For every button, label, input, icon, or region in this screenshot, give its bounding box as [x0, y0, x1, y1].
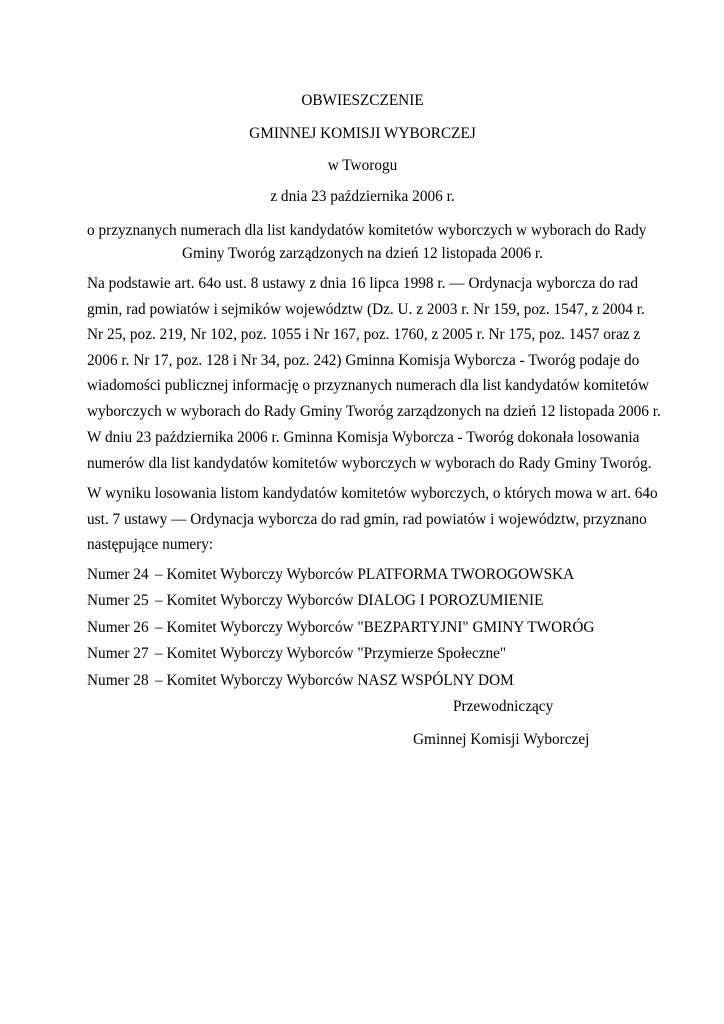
- paragraph-legal-basis: [87, 271, 661, 424]
- list-item: [87, 645, 506, 663]
- paragraph-line: numerów dla list kandydatów komitetów wyborczych w wyborach do Rady Gminy Tworóg.: [87, 454, 652, 472]
- list-item: [87, 566, 574, 584]
- committee-name: – Komitet Wyborczy Wyborców DIALOG I POROZUMIENIE: [155, 592, 544, 609]
- committee-name: – Komitet Wyborczy Wyborców "Przymierze Społeczne": [155, 645, 507, 662]
- paragraph-line: wyborczych w wyborach do Rady Gminy Tworóg zarządzonych na dzień 12 listopada 2006 r.: [87, 402, 661, 420]
- paragraph-line: W dniu 23 października 2006 r. Gminna Komisja Wyborcza - Tworóg dokonała losowania: [87, 429, 640, 446]
- document-title: OBWIESZCZENIE: [301, 92, 424, 109]
- paragraph-line: Na podstawie art. 64o ust. 8 ustawy z dnia 16 lipca 1998 r. — Ordynacja wyborcza do rad: [87, 275, 638, 292]
- location-line: w Tworogu: [327, 157, 398, 174]
- list-item: [87, 592, 543, 610]
- paragraph-line: ust. 7 ustawy — Ordynacja wyborcza do rad gmin, rad powiatów i województw, przyznano: [87, 510, 647, 528]
- committee-name: – Komitet Wyborczy Wyborców "BEZPARTYJNI" GMINY TWORÓG: [155, 619, 595, 636]
- date-line: z dnia 23 października 2006 r.: [270, 188, 455, 205]
- paragraph-line: następujące numery:: [87, 536, 214, 553]
- committee-number: Numer 28: [87, 672, 149, 689]
- list-item: [87, 619, 594, 637]
- committee-number: Numer 27: [87, 645, 149, 662]
- paragraph-line: wiadomości publicznej informację o przyznanych numerach dla list kandydatów komitetów: [87, 377, 649, 394]
- committee-name: – Komitet Wyborczy Wyborców NASZ WSPÓLNY DOM: [155, 672, 514, 689]
- paragraph-line: 2006 r. Nr 17, poz. 128 i Nr 34, poz. 242) Gminna Komisja Wyborcza - Tworóg podaje do: [87, 351, 640, 369]
- paragraph-line: W wyniku losowania listom kandydatów komitetów wyborczych, o których mowa w art. 64o: [87, 485, 658, 502]
- signature-role: Przewodniczący: [453, 698, 554, 715]
- paragraph-draw-date: [87, 425, 652, 476]
- subject: [87, 219, 647, 265]
- committee-number: Numer 24: [87, 566, 149, 583]
- paragraph-draw-result: [87, 481, 658, 558]
- subject-line-2: Gminy Tworóg zarządzonych na dzień 12 listopada 2006 r.: [182, 245, 543, 262]
- subject-line-1: o przyznanych numerach dla list kandydatów komitetów wyborczych w wyborach do Rady: [87, 222, 647, 239]
- paragraph-line: gmin, rad powiatów i sejmików województw (Dz. U. z 2003 r. Nr 159, poz. 1547, z 2004 r.: [87, 300, 645, 318]
- paragraph-line: Nr 25, poz. 219, Nr 102, poz. 1055 i Nr 167, poz. 1760, z 2005 r. Nr 175, poz. 1457 oraz z: [87, 326, 641, 343]
- committee-name: – Komitet Wyborczy Wyborców PLATFORMA TWOROGOWSKA: [155, 566, 575, 583]
- list-item: [87, 672, 514, 690]
- signature-body: Gminnej Komisji Wyborczej: [413, 731, 590, 748]
- institution-name: GMINNEJ KOMISJI WYBORCZEJ: [249, 125, 476, 142]
- committee-number: Numer 26: [87, 619, 149, 636]
- committee-number: Numer 25: [87, 592, 149, 609]
